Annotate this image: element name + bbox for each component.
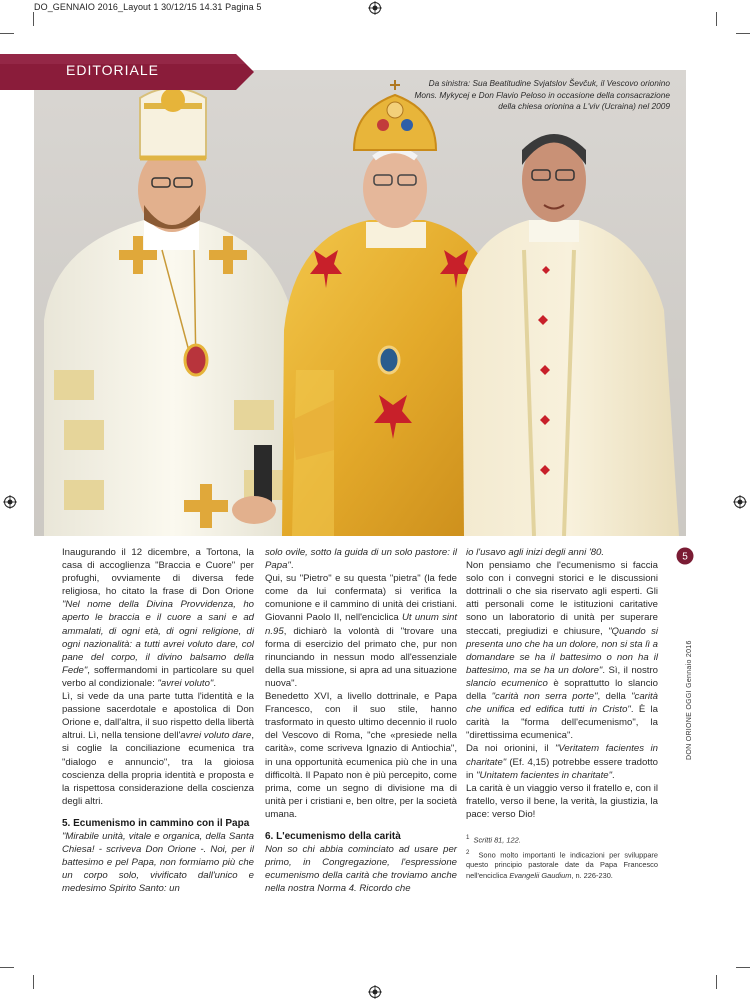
paragraph: Benedetto XVI, a livello dottrinale, e Papa Francesco, con il suo stile, hanno trasformato in questo ultimo decennio il ruolo del Vescovo di Roma, "che «presiede nella carità», come scriveva Ignazio di Antiochia", in una opportunità ecumenica più che in una difficoltà. Il Papato non è più percepito, come prima, come un segno di divisione ma di unità per i cristiani e, ben oltre, per la società umana. [265,691,457,820]
crop-mark [33,975,34,989]
text-run: Evangelii Gaudium [509,870,572,880]
crop-mark [0,967,14,968]
text-run: Sono molto importanti le indicazioni per sviluppare questo principio pastorale date da Papa Francesco nell'enciclica [466,850,659,880]
crop-mark [0,33,14,34]
paragraph: La carità è un viaggio verso il fratello e, con il fratello, verso il bene, la verità, la giustizia, la pace: verso Dio! [466,782,658,820]
text-run: Scritti 81, 122. [473,835,521,845]
text-run: (Ef. 4,15) potrebbe essere tradotto in [466,756,658,781]
text-column-3 [466,546,658,883]
crop-mark [736,33,750,34]
footnote [466,848,658,881]
photo-three-clergy [34,70,686,536]
footnote-mark: 1 [466,833,470,841]
text-run: . Sì, il nostro [602,664,658,676]
side-credit: DON ORIONE OGGI Gennaio 2016 [686,640,693,760]
paragraph: Non so chi abbia cominciato ad usare per primo, in Congregazione, l'espressione ecumenismo della carità che troviamo anche nella nostra Norma 4. Ricordo che [265,844,457,895]
paragraph [265,572,457,690]
text-run: . [290,560,294,572]
text-run: solo ovile, sotto la guida di un solo pastore: il Papa" [265,547,457,572]
text-run: avrei voluto dare [180,730,252,742]
caption-line: Mons. Mykycej e Don Flavio Peloso in occasione della consacrazione [414,89,670,100]
text-run: è soprattutto lo slancio della [466,677,658,703]
registration-mark-icon [368,1,382,15]
section-title: EDITORIALE [66,62,159,78]
crop-mark [33,12,34,26]
photo-caption [400,78,670,113]
text-run: Ut unum sint n.95 [265,612,457,637]
text-run: Lì, si vede da una parte tutta l'identità e la passione sacerdotale e apostolica di Don Orione e, dall'altra, il suo rispetto della libertà altrui. Lì, nella tensione dell' [62,691,254,742]
text-run: , soffermandomi in particolare su quel verbo al condizionale: [62,664,254,689]
text-run: Qui, su "Pietro" e su questa "pietra" (la fede come da lui confermata) si verifica la comunione e il cammino di unità dei cristiani. Giovanni Paolo II, nell'enciclica [265,573,457,624]
paragraph [466,742,658,781]
text-run: Non pensiamo che l'ecumenismo si faccia solo con i convegni storici e le discussioni dottrinali o che sia riservato agli esperti. Gli atti personali come le istituzioni caritative sono un laboratorio di unità per superare steccati, pregiudizi e chiusure, [466,560,658,637]
crop-mark [736,967,750,968]
text-run: , n. 226-230. [571,870,613,880]
section-heading: 5. Ecumenismo in cammino con il Papa [62,817,250,829]
text-column-2 [265,546,457,895]
text-run: slancio ecumenico [466,677,548,689]
registration-mark-icon [3,495,17,509]
text-run: , dichiarò la volontà di "trovare una forma di esercizio del primato che, pur non rinunciando in nessun modo all'essenziale della sua missione, si apra ad una situazione nuova". [265,625,457,689]
section-heading: 6. L'ecumenismo della carità [265,830,401,842]
footnotes [466,833,658,881]
text-run: , della [597,691,632,703]
text-column-1 [62,546,254,895]
paragraph: "Mirabile unità, vitale e organica, della Santa Chiesa! - scriveva Don Orione -. Noi, per il battesimo e pel Papa, non formiamo più che un corpo solo, vivificato dall'unico e medesimo Spirito Santo: un [62,830,254,895]
caption-line: della chiesa orionina a L'viv (Ucraina) nel 2009 [498,101,670,111]
page-number: 5 [682,551,688,563]
text-run: . [612,769,615,781]
text-run: "Quando si presenta uno che ha un dolore, non si sta lì a domandare se ha il battesimo o non ha il battesimo, ma se ha un dolore" [466,625,659,676]
print-slug: DO_GENNAIO 2016_Layout 1 30/12/15 14.31 Pagina 5 [34,2,262,12]
footnote [466,833,658,846]
paragraph [265,546,457,572]
text-run: Inaugurando il 12 dicembre, a Tortona, la casa di accoglienza "Braccia e Cuore" per profughi, ovviamente di diversa fede religiosa, ho citato la frase di Don Orione [62,547,254,598]
paragraph [62,690,254,808]
footnote-mark: 2 [466,848,470,856]
registration-mark-icon [733,495,747,509]
text-run: "carità non serra porte" [491,691,598,703]
paragraph [62,546,254,690]
text-run: "Veritatem facientes in charitate" [466,743,658,768]
paragraph: io l'usavo agli inizi degli anni '80. [466,547,605,558]
caption-line: Da sinistra: Sua Beatitudine Svjatslov Ševčuk, il Vescovo orionino [428,78,670,88]
page-number-badge [676,547,694,565]
text-run: . È la carità la "forma dell'ecumenismo", la "direttissima ecumenica". [466,704,658,742]
text-run: "Unitatem facientes in charitate" [476,769,612,781]
text-run: "Nel nome della Divina Provvidenza, ho aperto le braccia e il cuore a sani e ad ammalati, di ogni età, di ogni religione, di ogni nazionalità: a tutti avrei voluto dare, col pane del corpo, il divino balsamo della Fede" [62,599,254,676]
text-run: Da noi orionini, il [466,743,555,755]
text-run: . [213,677,217,689]
crop-mark [716,12,717,26]
registration-mark-icon [368,985,382,999]
text-run: , si coglie la conciliazione ecumenica tra "dialogo e annuncio", tra la gioiosa coscienza della propria identità e proposta e la rispettosa considerazione della coscienza degli altri. [62,730,254,807]
text-run: "avrei voluto" [157,677,214,689]
crop-mark [716,975,717,989]
paragraph [466,559,658,742]
text-run: "carità che unifica ed edifica tutti in Cristo" [466,691,658,716]
